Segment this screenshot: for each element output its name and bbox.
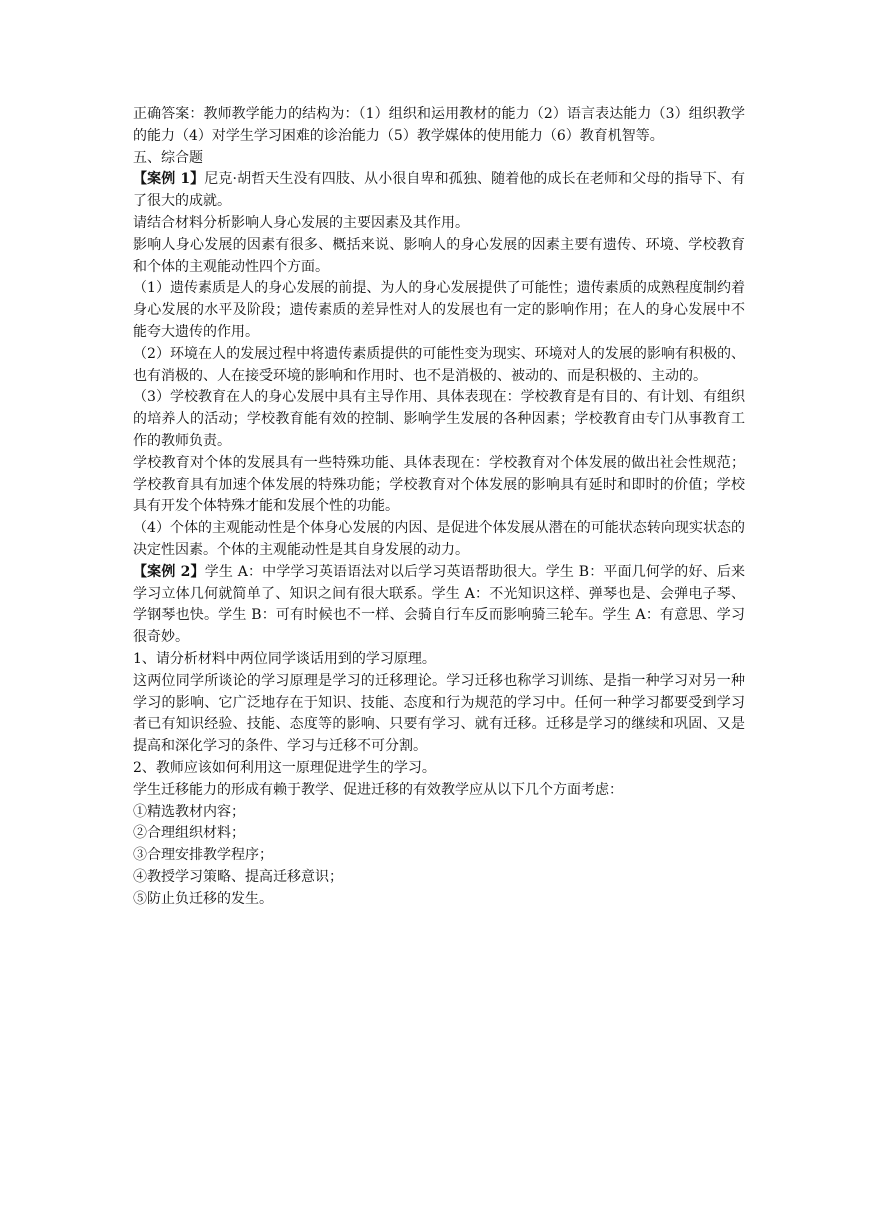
case1-point2: （2）环境在人的发展过程中将遗传素质提供的可能性变为现实、环境对人的发展的影响有积极的、也有消极的、人在接受环境的影响和作用时、也不是消极的、被动的、而是积极的、主动的。 (133, 345, 745, 384)
list-item: ②合理组织材料； (133, 825, 245, 842)
answer-line: 正确答案：教师教学能力的结构为：（1）组织和运用教材的能力（2）语言表达能力（3）组织教学的能力（4）对学生学习困难的诊治能力（5）教学媒体的使用能力（6）教育机智等。 (133, 106, 745, 144)
case2-label: 【案例 2】 (133, 563, 205, 580)
document-page (133, 104, 745, 910)
case1-point3-extra: 学校教育对个体的发展具有一些特殊功能、具体表现在：学校教育对个体发展的做出社会性规范；学校教育具有加速个体发展的特殊功能；学校教育对个体发展的影响具有延时和即时的价值；学校具有开发个体特殊才能和发展个性的功能。 (133, 454, 745, 515)
case1-paragraph (133, 169, 745, 213)
list-item: ③合理安排教学程序； (133, 847, 273, 864)
case1-intro: 影响人身心发展的因素有很多、概括来说、影响人的身心发展的因素主要有遗传、环境、学校教育和个体的主观能动性四个方面。 (133, 236, 745, 275)
case1-point3: （3）学校教育在人的身心发展中具有主导作用、具体表现在：学校教育是有目的、有计划、有组织的培养人的活动；学校教育能有效的控制、影响学生发展的各种因素；学校教育由专门从事教育工作的教师负责。 (133, 389, 745, 449)
list-item: ④教授学习策略、提高迁移意识； (133, 868, 343, 885)
case2-question-1: 1、请分析材料中两位同学谈话用到的学习原理。 (133, 650, 436, 667)
list-item: ①精选教材内容； (133, 803, 245, 820)
case2-question-2: 2、教师应该如何利用这一原理促进学生的学习。 (133, 759, 436, 776)
list-item: ⑤防止负迁移的发生。 (133, 890, 273, 907)
case2-text: 学生 A：中学学习英语语法对以后学习英语帮助很大。学生 B：平面几何学的好、后来学习立体几何就简单了、知识之间有很大联系。学生 A：不光知识这样、弹琴也是、会弹电子琴、学钢琴也快。学生 B：可有时候也不一样、会骑自行车反而影响骑三轮车。学生 A：有意思、学习很奇妙。 (133, 563, 746, 646)
case1-point4: （4）个体的主观能动性是个体身心发展的内因、是促进个体发展从潜在的可能状态转向现实状态的决定性因素。个体的主观能动性是其自身发展的动力。 (133, 520, 745, 558)
case1-text: 尼克·胡哲天生没有四肢、从小很自卑和孤独、随着他的成长在老师和父母的指导下、有了很大的成就。 (133, 171, 745, 210)
case2-answer-1: 这两位同学所谈论的学习原理是学习的迁移理论。学习迁移也称学习训练、是指一种学习对另一种学习的影响、它广泛地存在于知识、技能、态度和行为规范的学习中。任何一种学习都要受到学习者已有知识经验、技能、态度等的影响、只要有学习、就有迁移。迁移是学习的继续和巩固、又是提高和深化学习的条件、学习与迁移不可分割。 (133, 672, 745, 755)
section-heading: 五、综合题 (133, 149, 203, 166)
case1-question: 请结合材料分析影响人身心发展的主要因素及其作用。 (133, 214, 469, 231)
case2-answer-2-intro: 学生迁移能力的形成有赖于教学、促进迁移的有效教学应从以下几个方面考虑： (133, 781, 623, 798)
case1-label: 【案例 1】 (133, 171, 205, 188)
case2-paragraph (133, 562, 745, 649)
case1-point1: （1）遗传素质是人的身心发展的前提、为人的身心发展提供了可能性；遗传素质的成熟程度制约着身心发展的水平及阶段；遗传素质的差异性对人的发展也有一定的影响作用；在人的身心发展中不能夸大遗传的作用。 (133, 280, 745, 340)
